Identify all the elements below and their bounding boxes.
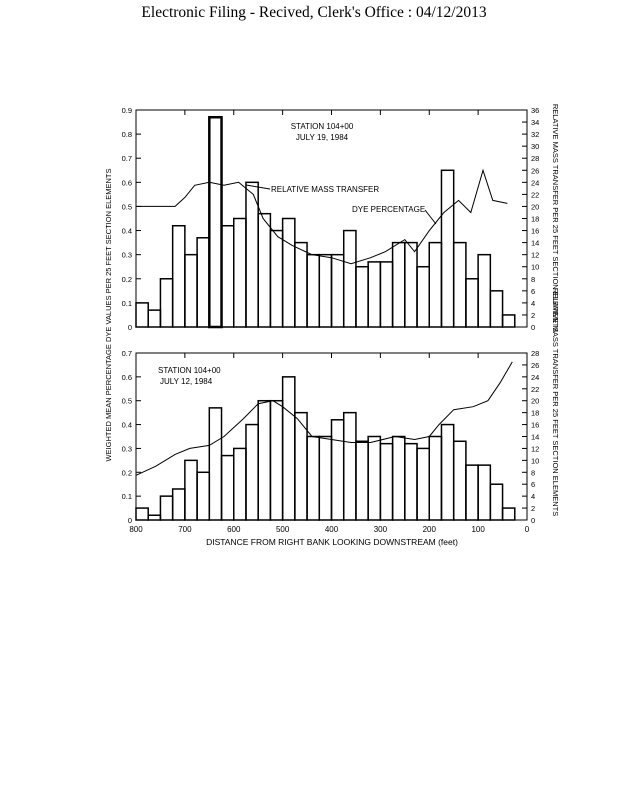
top-bar — [173, 226, 185, 327]
top-y2tick-label: 14 — [531, 238, 540, 248]
annotation-arrow-dye-percentage — [425, 210, 436, 224]
top-bar — [503, 315, 515, 327]
top-bar — [405, 243, 417, 327]
bottom-y2tick-label: 28 — [531, 349, 540, 358]
top-y2tick-label: 24 — [531, 178, 540, 188]
bottom-y2tick-label: 14 — [531, 432, 540, 442]
bottom-bar — [148, 515, 160, 520]
bottom-y2tick-label: 20 — [531, 396, 540, 406]
top-bar — [283, 219, 295, 328]
top-bar — [344, 231, 356, 327]
bottom-ytick-label: 0.2 — [121, 468, 132, 478]
bottom-bar — [185, 460, 197, 520]
top-chart-title: STATION 104+00 — [290, 122, 354, 131]
bottom-y2tick-label: 0 — [531, 516, 536, 525]
bottom-bar — [454, 441, 466, 520]
bottom-xtick-label: 600 — [227, 525, 241, 534]
top-chart-subtitle: JULY 19, 1984 — [295, 133, 349, 142]
top-ytick-label: 0.2 — [121, 274, 132, 284]
top-bar — [270, 231, 282, 327]
top-y2tick-label: 8 — [531, 274, 536, 284]
top-ytick-label: 0 — [127, 323, 132, 332]
top-bar — [295, 243, 307, 327]
top-bar — [136, 303, 148, 327]
top-y2tick-label: 30 — [531, 142, 540, 152]
bottom-bar — [344, 413, 356, 520]
bottom-bar — [173, 489, 185, 520]
top-bar — [197, 238, 209, 327]
bottom-y2tick-label: 26 — [531, 360, 540, 370]
top-bar — [393, 243, 405, 327]
top-bar — [332, 255, 344, 327]
top-y2tick-label: 32 — [531, 130, 540, 140]
top-bar — [307, 255, 319, 327]
top-ytick-label: 0.5 — [121, 202, 132, 212]
top-ytick-label: 0.3 — [121, 250, 132, 260]
bottom-y2tick-label: 22 — [531, 384, 540, 394]
top-bar — [490, 291, 502, 327]
top-y2tick-label: 28 — [531, 154, 540, 164]
bottom-xtick-label: 800 — [129, 525, 143, 534]
top-bar — [258, 214, 270, 327]
top-bar — [454, 243, 466, 327]
top-bar — [356, 267, 368, 327]
top-y2tick-label: 34 — [531, 118, 540, 128]
bottom-bar — [380, 444, 392, 520]
bottom-y2tick-label: 16 — [531, 420, 540, 430]
top-y2tick-label: 0 — [531, 323, 536, 332]
bottom-y2tick-label: 6 — [531, 480, 536, 490]
top-ytick-label: 0.8 — [121, 130, 132, 140]
top-bar — [222, 226, 234, 327]
top-bar — [148, 310, 160, 327]
top-bar — [319, 255, 331, 327]
bottom-bar — [405, 444, 417, 520]
bottom-y2tick-label: 24 — [531, 372, 540, 382]
bottom-ytick-label: 0.6 — [121, 372, 132, 382]
bottom-y2tick-label: 18 — [531, 408, 540, 418]
bottom-y2tick-label: 12 — [531, 444, 540, 454]
bottom-y2tick-label: 10 — [531, 456, 540, 466]
bottom-bar — [283, 377, 295, 520]
top-bar — [246, 182, 258, 327]
top-bar — [429, 243, 441, 327]
top-y2tick-label: 4 — [531, 298, 536, 308]
annotation-relative-mass-transfer: RELATIVE MASS TRANSFER — [271, 185, 380, 194]
bottom-bar — [160, 496, 172, 520]
top-y2tick-label: 16 — [531, 226, 540, 236]
shared-ylabel-left: WEIGHTED MEAN PERCENTAGE DYE VALUES PER 25 FEET SECTION ELEMENTS — [104, 168, 113, 462]
bottom-bar — [490, 484, 502, 520]
bottom-xtick-label: 300 — [373, 525, 388, 534]
bottom-bar — [222, 456, 234, 520]
bottom-chart-subtitle: JULY 12, 1984 — [160, 377, 213, 386]
bottom-y2tick-label: 2 — [531, 504, 536, 514]
top-ytick-label: 0.6 — [121, 178, 132, 188]
bottom-y2tick-label: 8 — [531, 468, 536, 478]
bottom-xtick-label: 400 — [324, 525, 339, 534]
top-y2tick-label: 22 — [531, 190, 540, 200]
top-y2tick-label: 18 — [531, 214, 540, 224]
top-ytick-label: 0.4 — [121, 226, 132, 236]
bottom-bar — [368, 437, 380, 521]
top-y2tick-label: 20 — [531, 202, 540, 212]
bottom-xtick-label: 100 — [471, 525, 485, 534]
top-bar — [368, 262, 380, 327]
top-ytick-label: 0.7 — [121, 154, 132, 164]
top-bar — [380, 262, 392, 327]
bottom-bar — [503, 508, 515, 520]
bottom-ytick-label: 0.7 — [121, 349, 132, 358]
bottom-bar — [356, 441, 368, 520]
bottom-ylabel-right: RELATIVE MASS TRANSFER PER 25 FEET SECTION ELEMENTS — [551, 287, 560, 517]
bottom-bar — [441, 425, 453, 520]
top-y2tick-label: 2 — [531, 310, 536, 320]
bottom-xtick-label: 0 — [524, 525, 530, 534]
filing-header: Electronic Filing - Recived, Clerk's Office : 04/12/2013 — [141, 4, 487, 21]
top-y2tick-label: 26 — [531, 166, 540, 176]
bottom-ytick-label: 0.1 — [121, 492, 132, 502]
bottom-ytick-label: 0 — [127, 516, 132, 525]
bottom-xtick-label: 200 — [422, 525, 436, 534]
top-bar — [185, 255, 197, 327]
bottom-xtick-label: 700 — [178, 525, 192, 534]
bottom-bar — [478, 465, 490, 520]
top-bar — [466, 279, 478, 327]
bottom-xtick-label: 500 — [275, 525, 290, 534]
top-bar — [478, 255, 490, 327]
top-bar — [234, 219, 246, 328]
top-y2tick-label: 12 — [531, 250, 540, 260]
bottom-bar — [270, 401, 282, 520]
bottom-bar — [417, 448, 429, 520]
bottom-bar — [197, 472, 209, 520]
top-ytick-label: 0.1 — [121, 298, 132, 308]
bottom-chart-title: STATION 104+00 — [158, 366, 221, 375]
top-y2tick-label: 36 — [531, 106, 540, 115]
top-y2tick-label: 10 — [531, 262, 540, 272]
bottom-ytick-label: 0.4 — [121, 420, 132, 430]
bottom-bar — [246, 425, 258, 520]
top-bar — [417, 267, 429, 327]
bottom-ytick-label: 0.5 — [121, 396, 132, 406]
top-bar — [160, 279, 172, 327]
bottom-bar — [332, 420, 344, 520]
bottom-bar — [258, 401, 270, 520]
annotation-dye-percentage: DYE PERCENTAGE — [352, 205, 426, 214]
bottom-bar — [209, 408, 221, 520]
bottom-bar — [307, 437, 319, 521]
shared-xlabel: DISTANCE FROM RIGHT BANK LOOKING DOWNSTREAM (feet) — [206, 537, 458, 547]
bottom-bar — [429, 437, 441, 521]
bottom-bar — [319, 437, 331, 521]
bottom-y2tick-label: 4 — [531, 492, 536, 502]
bottom-bar — [234, 448, 246, 520]
bottom-bar — [393, 437, 405, 521]
top-y2tick-label: 6 — [531, 286, 536, 296]
bottom-bar — [136, 508, 148, 520]
top-bar — [209, 117, 221, 327]
top-ytick-label: 0.9 — [121, 106, 132, 115]
bottom-ytick-label: 0.3 — [121, 444, 132, 454]
top-bar — [441, 170, 453, 327]
bottom-bar — [466, 465, 478, 520]
top-ylabel-right: RELATIVE MASS TRANSFER PER 25 FEET SECTION ELEMENTS — [551, 103, 560, 333]
